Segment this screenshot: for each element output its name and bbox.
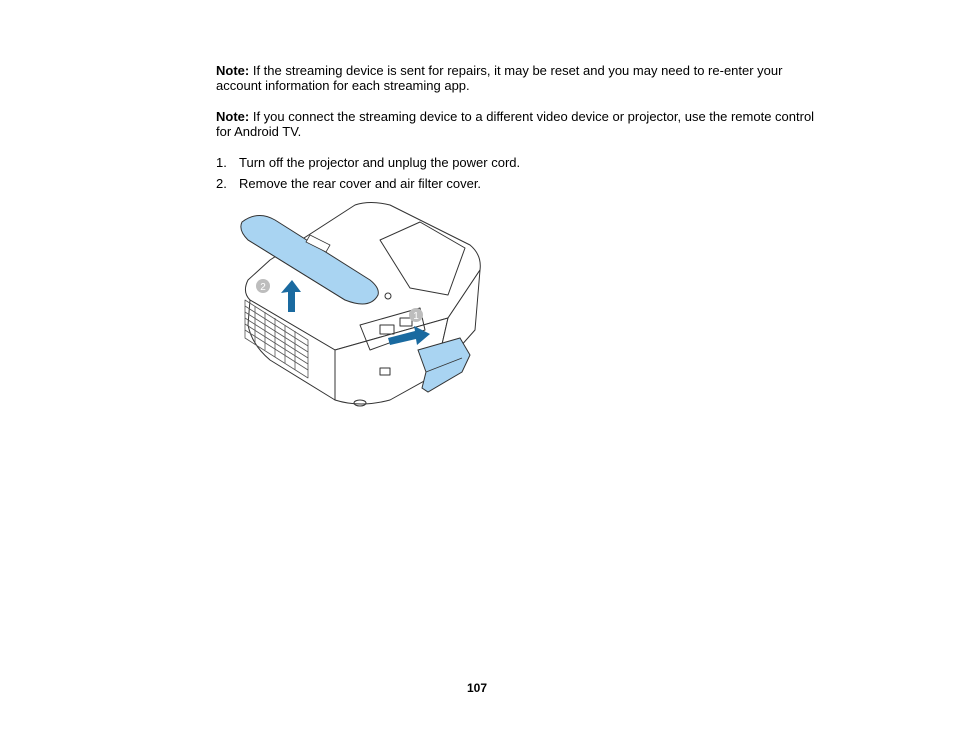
note-label: Note: — [216, 109, 250, 124]
step-1 — [216, 155, 520, 170]
callout-1-label: 1 — [413, 311, 419, 322]
page-number: 107 — [466, 681, 488, 695]
projector-cover-removal-illustration — [230, 200, 490, 415]
callout-1 — [409, 308, 423, 322]
note-text: If you connect the streaming device to a different video device or projector, use the remote control for Android TV. — [216, 109, 815, 139]
step-text: Remove the rear cover and air filter cover. — [239, 176, 482, 191]
callout-2 — [256, 279, 270, 293]
step-number: 1. — [216, 155, 227, 170]
callout-2-label: 2 — [260, 282, 266, 293]
note-repairs — [216, 63, 826, 93]
step-number: 2. — [216, 176, 227, 191]
note-text: If the streaming device is sent for repairs, it may be reset and you may need to re-enter your account information for each streaming app. — [216, 63, 783, 93]
note-different-device — [216, 109, 826, 139]
step-2 — [216, 176, 481, 191]
note-label: Note: — [216, 63, 250, 78]
step-text: Turn off the projector and unplug the power cord. — [239, 155, 521, 170]
